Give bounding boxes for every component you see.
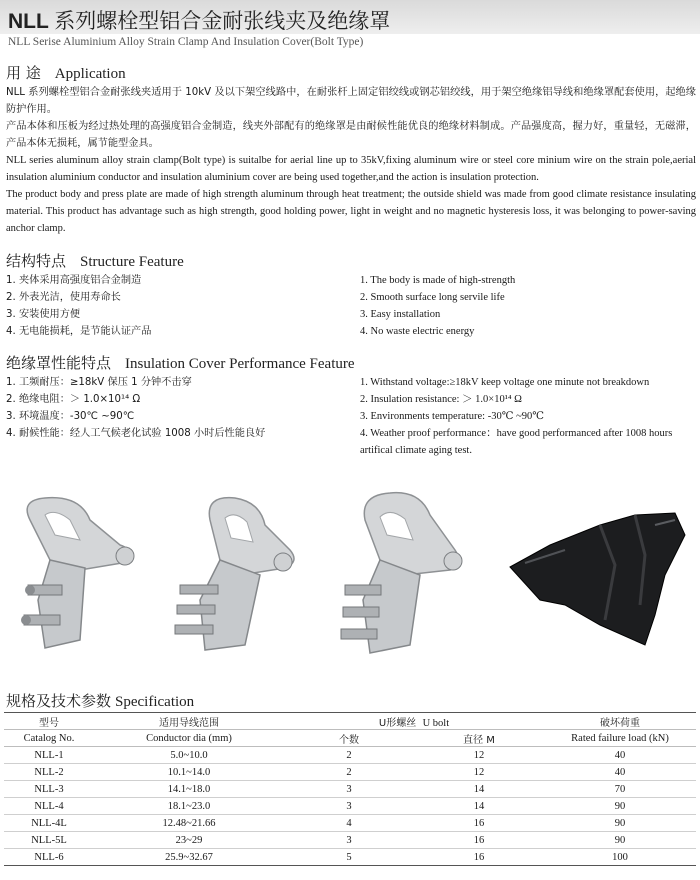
- col-model-en: Catalog No.: [4, 730, 94, 747]
- application-text: [6, 84, 696, 237]
- cell-model: NLL-5L: [4, 832, 94, 849]
- col-dia: 直径 M: [414, 730, 544, 747]
- clamp-photo-1: [10, 490, 160, 665]
- structure-item: 4. 无电能损耗，是节能认证产品: [6, 326, 152, 337]
- table-header-row: [4, 713, 696, 730]
- structure-item: 1. The body is made of high-strength: [360, 275, 516, 286]
- clamp-photo-3: [335, 485, 485, 665]
- table-row: [4, 747, 696, 764]
- table-row: [4, 815, 696, 832]
- insulation-item: 2. Insulation resistance: ＞ 1.0×10¹⁴ Ω: [360, 394, 522, 405]
- cell-conductor: 18.1~23.0: [94, 798, 284, 815]
- cell-model: NLL-6: [4, 849, 94, 866]
- cell-dia: 12: [414, 747, 544, 764]
- cell-model: NLL-3: [4, 781, 94, 798]
- cell-load: 40: [544, 764, 696, 781]
- cell-conductor: 10.1~14.0: [94, 764, 284, 781]
- table-header-row: [4, 730, 696, 747]
- cell-qty: 2: [284, 747, 414, 764]
- structure-list-en: [360, 272, 696, 340]
- cell-model: NLL-2: [4, 764, 94, 781]
- structure-item: 2. Smooth surface long servile life: [360, 292, 505, 303]
- cell-load: 90: [544, 815, 696, 832]
- cell-conductor: 23~29: [94, 832, 284, 849]
- col-load-cn: 破坏荷重: [544, 713, 696, 730]
- insulation-cover-photo: [505, 505, 695, 655]
- cell-conductor: 12.48~21.66: [94, 815, 284, 832]
- application-paragraph: NLL 系列螺栓型铝合金耐张线夹适用于 10kV 及以下架空线路中，在耐张杆上固定铝绞线或钢芯铝绞线，用于架空绝缘铝导线和绝缘罩配套使用，起绝缘防护作用。: [6, 87, 696, 115]
- table-row: [4, 798, 696, 815]
- cell-qty: 3: [284, 781, 414, 798]
- cell-load: 90: [544, 832, 696, 849]
- cell-conductor: 25.9~32.67: [94, 849, 284, 866]
- insulation-list-cn: [6, 374, 346, 442]
- cell-model: NLL-1: [4, 747, 94, 764]
- structure-item: 3. 安装使用方便: [6, 309, 81, 320]
- specification-table: [4, 712, 696, 866]
- col-load-en: Rated failure load (kN): [544, 730, 696, 747]
- specification-heading: 规格及技术参数 Specification: [6, 692, 195, 710]
- col-qty: 个数: [284, 730, 414, 747]
- application-paragraph: The product body and press plate are made of high strength aluminum through heat treatment; the outside shield was made from good climate resistance insulating material. This product has advantage such as high strength, good holding power, light in weight and no magnetic hysteresis loss, it was belonging to power-saving anchor clamp.: [6, 189, 696, 234]
- product-photos: [0, 480, 700, 670]
- structure-item: 3. Easy installation: [360, 309, 441, 320]
- insulation-item: 3. 环境温度：-30℃ ~90℃: [6, 411, 135, 422]
- insulation-item: 4. Weather proof performance：have good performanced after 1008 hours artifical climate aging test.: [360, 428, 673, 456]
- cell-load: 40: [544, 747, 696, 764]
- insulation-item: 4. 耐候性能：经人工气候老化试验 1008 小时后性能良好: [6, 428, 266, 439]
- structure-item: 4. No waste electric energy: [360, 326, 475, 337]
- cell-model: NLL-4L: [4, 815, 94, 832]
- insulation-item: 2. 绝缘电阻：＞ 1.0×10¹⁴ Ω: [6, 394, 141, 405]
- cell-dia: 16: [414, 849, 544, 866]
- application-paragraph: 产品本体和压板为经过热处理的高强度铝合金制造，线夹外部配有的绝缘罩是由耐候性能优良的绝缘材料制成。产品强度高，握力好，重量轻，无磁滞，产品本体无损耗，属节能型金具。: [6, 121, 696, 149]
- structure-item: 1. 夹体采用高强度铝合金制造: [6, 275, 142, 286]
- cell-conductor: 14.1~18.0: [94, 781, 284, 798]
- cell-load: 90: [544, 798, 696, 815]
- cell-qty: 2: [284, 764, 414, 781]
- page-subtitle: NLL Serise Aluminium Alloy Strain Clamp And Insulation Cover(Bolt Type): [8, 36, 364, 48]
- cell-qty: 4: [284, 815, 414, 832]
- col-ubolt: U形螺丝 U bolt: [284, 713, 544, 730]
- table-row: [4, 764, 696, 781]
- clamp-photo-2: [165, 490, 315, 665]
- insulation-heading: 绝缘罩性能特点 Insulation Cover Performance Feature: [6, 354, 355, 372]
- cell-load: 100: [544, 849, 696, 866]
- table-row: [4, 849, 696, 866]
- cell-model: NLL-4: [4, 798, 94, 815]
- col-conductor-cn: 适用导线范围: [94, 713, 284, 730]
- application-paragraph: NLL series aluminum alloy strain clamp(Bolt type) is suitalbe for aerial line up to 35kV,fixing aluminum wire or steel core minium wire on the strain pole,aerial insulation aluminium conductor and insulation aluminium cover are being used together,and the action is insulation protection.: [6, 155, 696, 183]
- table-row: [4, 832, 696, 849]
- cell-qty: 5: [284, 849, 414, 866]
- table-row: [4, 781, 696, 798]
- insulation-item: 3. Environments temperature: -30℃ ~90℃: [360, 411, 545, 422]
- cell-load: 70: [544, 781, 696, 798]
- cell-qty: 3: [284, 832, 414, 849]
- cell-dia: 16: [414, 815, 544, 832]
- col-conductor-en: Conductor dia (mm): [94, 730, 284, 747]
- cell-qty: 3: [284, 798, 414, 815]
- cell-dia: 16: [414, 832, 544, 849]
- page-title: NLL 系列螺栓型铝合金耐张线夹及绝缘罩: [8, 10, 391, 33]
- application-heading: 用 途 Application: [6, 64, 126, 82]
- structure-list-cn: [6, 272, 346, 340]
- cell-conductor: 5.0~10.0: [94, 747, 284, 764]
- cell-dia: 14: [414, 781, 544, 798]
- cell-dia: 14: [414, 798, 544, 815]
- structure-item: 2. 外表光洁，使用寿命长: [6, 292, 121, 303]
- cell-dia: 12: [414, 764, 544, 781]
- insulation-item: 1. 工频耐压：≥18kV 保压 1 分钟不击穿: [6, 377, 192, 388]
- insulation-list-en: [360, 374, 698, 459]
- structure-heading: 结构特点 Structure Feature: [6, 252, 184, 270]
- col-model-cn: 型号: [4, 713, 94, 730]
- insulation-item: 1. Withstand voltage:≥18kV keep voltage one minute not breakdown: [360, 377, 650, 388]
